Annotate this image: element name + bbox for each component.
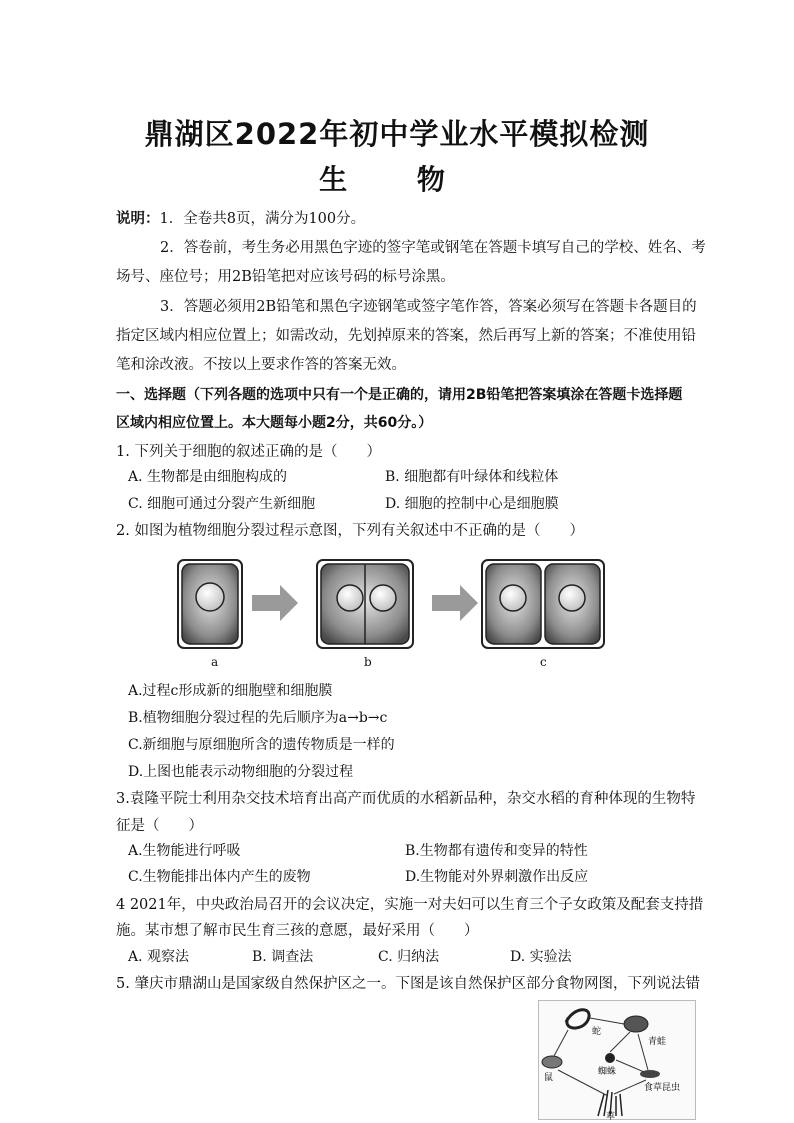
q2-option-a: A.过程c形成新的细胞壁和细胞膜 <box>128 683 333 699</box>
q3-option-d: D.生物能对外界刺激作出反应 <box>405 869 589 885</box>
frog-icon <box>624 1016 648 1032</box>
instruction-1-text: 1．全卷共8页，满分为100分。 <box>159 211 366 227</box>
mouse-icon <box>542 1056 562 1068</box>
exam-subject: 生 物 <box>319 163 475 196</box>
q1-option-d: D. 细胞的控制中心是细胞膜 <box>385 496 559 512</box>
q4-stem-a: 4 2021年，中央政治局召开的会议决定，实施一对夫妇可以生育三个子女政策及配套支持措 <box>116 897 704 913</box>
cell-division-figure <box>170 555 610 655</box>
cell-c <box>482 560 604 648</box>
q1-option-a: A. 生物都是由细胞构成的 <box>128 469 288 485</box>
food-web-label-mouse: 鼠 <box>544 1073 554 1083</box>
spider-icon <box>605 1053 615 1063</box>
section-heading-b: 区域内相应位置上。本大题每小题2分，共60分。） <box>116 415 433 431</box>
instruction-3a: 3．答题必须用2B铅笔和黑色字迹钢笔或签字笔作答，答案必须写在答题卡各题目的 <box>160 299 697 315</box>
arrow-2-icon <box>432 585 478 621</box>
q4-option-c: C. 归纳法 <box>378 949 440 965</box>
section-heading-a: 一、选择题（下列各题的选项中只有一个是正确的，请用2B铅笔把答案填涂在答题卡选择题 <box>116 387 683 403</box>
exam-title: 鼎湖区2022年初中学业水平模拟检测 <box>144 117 650 151</box>
q4-option-b: B. 调查法 <box>252 949 314 965</box>
cell-b <box>317 560 413 648</box>
nucleus-c1 <box>500 585 526 611</box>
q3-option-a: A.生物能进行呼吸 <box>128 843 241 859</box>
instruction-1 <box>116 207 686 228</box>
q3-option-b: B.生物都有遗传和变异的特性 <box>405 843 588 859</box>
cell-a <box>178 560 242 648</box>
food-web-label-insect: 食草昆虫 <box>644 1083 681 1093</box>
q1-option-c: C. 细胞可通过分裂产生新细胞 <box>128 496 316 512</box>
q5-stem: 5. 肇庆市鼎湖山是国家级自然保护区之一。下图是该自然保护区部分食物网图，下列说法错 <box>116 976 700 992</box>
figure-label-c: c <box>540 655 547 669</box>
q4-stem-b: 施。某市想了解市民生育三孩的意愿，最好采用（ ） <box>116 923 479 939</box>
q3-stem-b: 征是（ ） <box>116 818 203 834</box>
arrow-1-icon <box>252 585 298 621</box>
q2-stem: 2. 如图为植物细胞分裂过程示意图，下列有关叙述中不正确的是（ ） <box>116 523 584 539</box>
food-web-label-grass: 草 <box>606 1112 616 1120</box>
figure-label-b: b <box>364 655 372 669</box>
nucleus-c2 <box>559 585 585 611</box>
instruction-3b: 指定区域内相应位置上；如需改动，先划掉原来的答案，然后再写上新的答案；不准使用铅 <box>116 328 696 344</box>
q3-option-c: C.生物能排出体内产生的废物 <box>128 869 311 885</box>
nucleus-b1 <box>337 585 363 611</box>
food-web-label-spider: 蜘蛛 <box>598 1067 617 1077</box>
q4-option-a: A. 观察法 <box>128 949 190 965</box>
q1-stem: 1. 下列关于细胞的叙述正确的是（ ） <box>116 444 381 460</box>
q2-option-d: D.上图也能表示动物细胞的分裂过程 <box>128 764 354 780</box>
q1-option-b: B. 细胞都有叶绿体和线粒体 <box>385 469 559 485</box>
figure-label-a: a <box>211 655 219 669</box>
instruction-3c: 笔和涂改液。不按以上要求作答的答案无效。 <box>116 357 406 373</box>
instruction-2b: 场号、座位号；用2B铅笔把对应该号码的标号涂黑。 <box>116 269 455 285</box>
instruction-label: 说明： <box>116 211 160 227</box>
food-web-label-snake: 蛇 <box>592 1027 602 1037</box>
q3-stem-a: 3.袁隆平院士利用杂交技术培育出高产而优质的水稻新品种，杂交水稻的育种体现的生物特 <box>116 791 696 807</box>
q4-option-d: D. 实验法 <box>510 949 572 965</box>
food-web-figure <box>538 1000 696 1120</box>
q2-option-b: B.植物细胞分裂过程的先后顺序为a→b→c <box>128 710 388 726</box>
nucleus-b2 <box>370 585 396 611</box>
instruction-2a: 2．答卷前，考生务必用黑色字迹的签字笔或钢笔在答题卡填写自己的学校、姓名、考 <box>160 240 706 256</box>
q2-option-c: C.新细胞与原细胞所含的遗传物质是一样的 <box>128 737 395 753</box>
nucleus-a <box>196 583 224 611</box>
food-web-label-frog: 青蛙 <box>648 1037 667 1047</box>
